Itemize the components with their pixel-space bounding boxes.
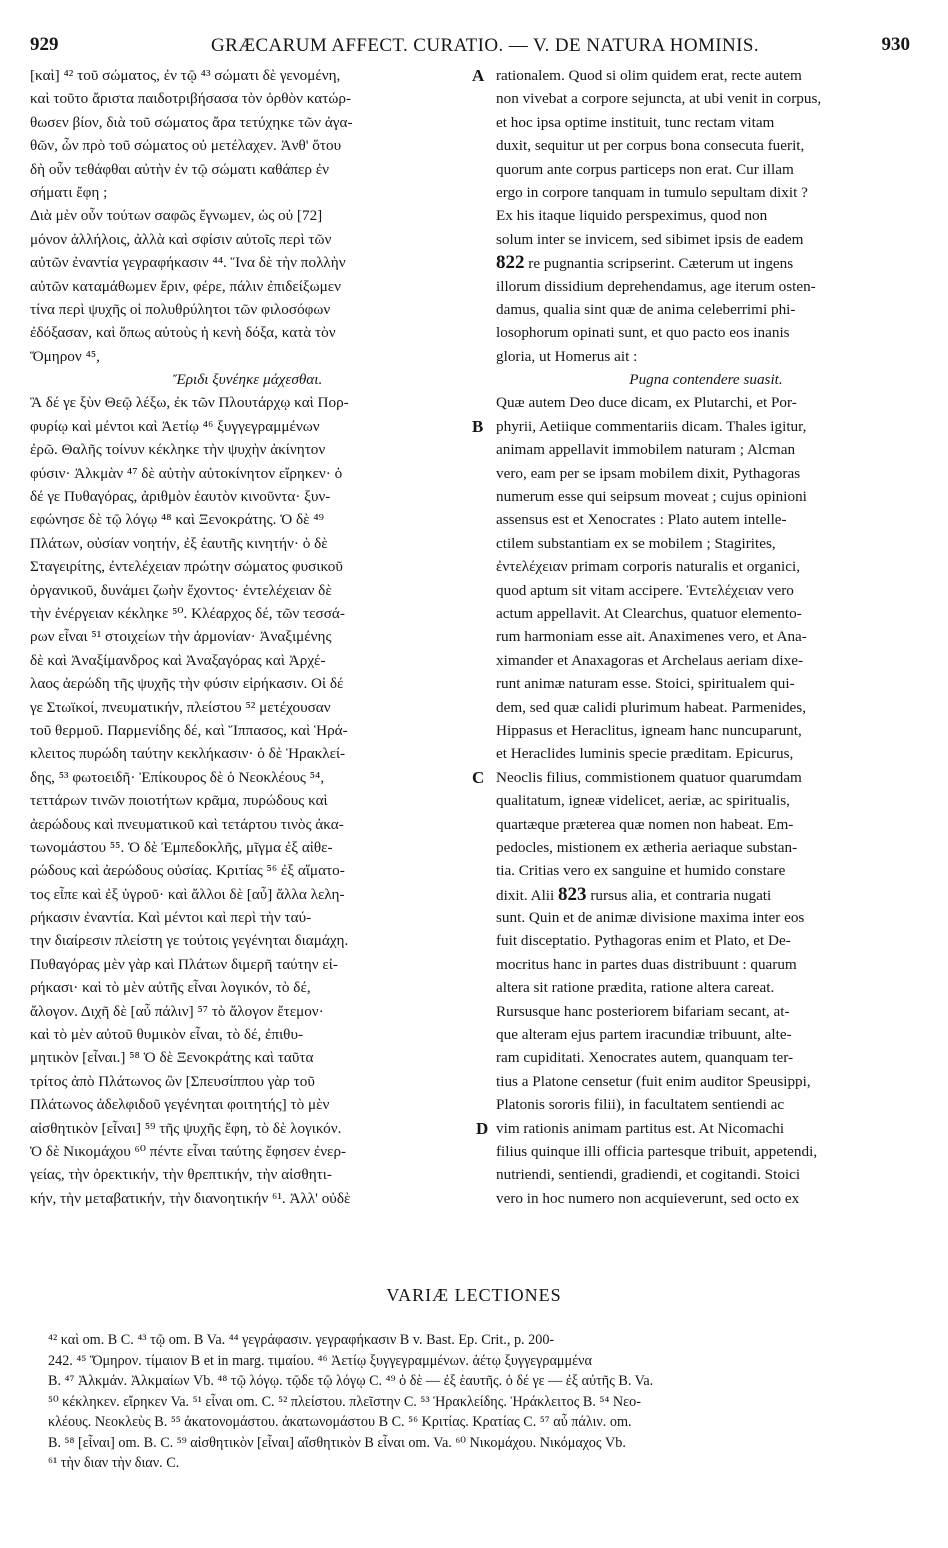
greek-text-line: θωσεν βίον, διὰ τοῦ σώματος ἄρα τετύχηκε τῶν ἀγα-	[30, 113, 353, 131]
page-number-left: 929	[30, 34, 59, 55]
greek-text-line: μητικὸν [εἶναι.] ⁵⁸ Ὁ δὲ Ξενοκράτης καὶ ταῦτα	[30, 1049, 314, 1067]
latin-text-line: duxit, sequitur ut per corpus bona consecuta fuerit,	[496, 137, 805, 155]
latin-text-line: Pugna contendere suasit.	[629, 371, 783, 389]
latin-text-line: Neoclis filius, commistionem quatuor quarumdam	[496, 768, 802, 786]
greek-text-line: τρίτος ἀπὸ Πλάτωνος ὢν [Σπευσίππου γὰρ τοῦ	[30, 1072, 315, 1090]
latin-text-line: ctilem substantiam ex se mobilem ; Stagirites,	[496, 534, 776, 552]
latin-text-line: illorum dissidium deprehendamus, age iterum osten-	[496, 277, 816, 295]
column-number-823: 823	[558, 883, 587, 905]
latin-text-line: losophorum opinati sunt, et quo pacto eos inanis	[496, 324, 790, 342]
greek-text-line: ὀργανικοῦ, δυνάμει ζωὴν ἔχοντος· ἐντελέχειαν δὲ	[30, 581, 332, 599]
greek-column	[30, 64, 465, 1210]
latin-text-line: numerum esse qui seipsum moveat ; cujus opinioni	[496, 488, 807, 506]
latin-text-line: phyrii, Aetiique commentariis dicam. Thales igitur,	[496, 417, 807, 435]
latin-text-line: nutriendi, sentiendi, gradiendi, et cogitandi. Stoici	[496, 1166, 801, 1184]
greek-text-line: Πυθαγόρας μὲν γὰρ καὶ Πλάτων διμερῆ ταύτην εἰ-	[30, 955, 338, 973]
latin-text-line: altera sit ratione prædita, ratione altera careat.	[496, 979, 775, 997]
greek-text-line: ρώδους καὶ ἀερώδους οὐσίας. Κριτίας ⁵⁶ ἐξ αἵματο-	[30, 862, 345, 880]
greek-text-line: ἐδόξασαν, καὶ ὅπως αὐτοὺς ἡ κενὴ δόξα, κατὰ τὸν	[30, 324, 336, 342]
variae-line: B. ⁴⁷ Ἀλκμάν. Ἀλκμαίων Vb. ⁴⁸ τῷ λόγῳ. τῷδε τῷ λόγῳ C. ⁴⁹ ὁ δὲ — ἐξ ἑαυτῆς. ὁ δέ γε — ἐξ αὐτῆς B. Va.	[48, 1373, 654, 1389]
greek-text-line: τὴν ἐνέργειαν κέκληκε ⁵⁰. Κλέαρχος δέ, τῶν τεσσά-	[30, 604, 345, 622]
latin-text-line: Quæ autem Deo duce dicam, ex Plutarchi, et Por-	[496, 394, 797, 412]
margin-letter-c: C	[472, 768, 485, 787]
latin-text-line: dem, sed quæ calidi plurimum habeat. Parmenides,	[496, 698, 807, 716]
greek-text-line: φυρίῳ καὶ μέντοι καὶ Ἀετίῳ ⁴⁶ ξυγγεγραμμένων	[30, 417, 320, 435]
latin-text-line: Rursusque hanc posteriorem bifariam secant, at-	[496, 1002, 790, 1020]
latin-text-line: animam appellavit immobilem naturam ; Alcman	[496, 441, 796, 459]
latin-text-line: sunt. Quin et de animæ divisione maxima inter eos	[496, 909, 805, 927]
greek-text-line: αἰσθητικὸν [εἶναι] ⁵⁹ τῆς ψυχῆς ἔφη, τὸ δὲ λογικόν.	[30, 1119, 342, 1137]
greek-text-line: καὶ τὸ μὲν αὐτοῦ θυμικὸν εἶναι, τὸ δέ, ἐπιθυ-	[30, 1026, 304, 1044]
greek-text-line: καὶ τοῦτο ἄριστα παιδοτριβήσασα τὸν ὀρθὸν κατώρ-	[30, 90, 351, 108]
greek-text-line: Διὰ μὲν οὖν τούτων σαφῶς ἔγνωμεν, ὡς οὐ [72]	[30, 207, 323, 225]
variae-lectiones-notes	[48, 1330, 918, 1474]
latin-text-line: qualitatum, igneæ videlicet, aeriæ, ac spiritualis,	[496, 792, 790, 810]
greek-text-line: Ἔριδι ξυνέηκε μάχεσθαι.	[172, 371, 323, 389]
latin-text-line: tius a Platone censetur (fuit enim auditor Speusippi,	[496, 1072, 811, 1090]
greek-text-line: γε Στωϊκοί, πνευματικήν, πλείστου ⁵² μετέχουσαν	[30, 698, 331, 716]
latin-text-line: tia. Critias vero ex sanguine et humido constare	[496, 862, 786, 880]
greek-text-line: Ὅμηρον ⁴⁵,	[30, 347, 100, 365]
latin-text-line: vero in hoc numero non acquieverunt, sed octo ex	[496, 1189, 800, 1207]
variae-line: κλέους. Νεοκλεὺς B. ⁵⁵ ἀκατονομάστου. ἀκατωνομάστου B C. ⁵⁶ Κριτίας. Κρατίας C. ⁵⁷ αὖ πάλιν. om.	[48, 1414, 632, 1430]
latin-text-line: ximander et Anaxagoras et Archelaus aeriam dixe-	[496, 651, 803, 669]
latin-text-line: vero, eam per se ipsam mobilem dixit, Pythagoras	[496, 464, 801, 482]
greek-text-line: φύσιν· Ἀλκμὰν ⁴⁷ δὲ αὐτὴν αὐτοκίνητον εἴρηκεν· ὁ	[30, 464, 343, 482]
greek-text-line: κλειτος πυρώδη ταύτην κεκλήκασιν· ὁ δὲ Ἡρακλεί-	[30, 745, 346, 763]
variae-line: ⁴² καὶ om. B C. ⁴³ τῷ om. B Va. ⁴⁴ γεγράφασιν. γεγραφήκασιν B v. Bast. Ep. Crit., p. 200-	[48, 1332, 555, 1348]
greek-text-line: τος εἶπε καὶ ἐξ ὑγροῦ· καὶ ἄλλοι δὲ [αὖ] ἄλλα λελη-	[30, 885, 345, 903]
greek-text-line: γείας, τὴν ὀρεκτικήν, τὴν θρεπτικήν, τὴν αἰσθητι-	[30, 1166, 332, 1184]
latin-text-line: et hoc ipsa optime instituit, tunc rectam vitam	[496, 113, 775, 131]
latin-text-line: ἐντελέχειαν primam corporis naturalis et organici,	[496, 558, 801, 576]
greek-text-line: δέ γε Πυθαγόρας, ἀριθμὸν ἑαυτὸν κινοῦντα· ξυν-	[30, 488, 331, 506]
variae-line: ⁶¹ τὴν διαν τὴν διαν. C.	[48, 1455, 180, 1471]
latin-text-line: assensus est et Xenocrates : Plato autem intelle-	[496, 511, 787, 529]
variae-line: B. ⁵⁸ [εἶναι] om. B. C. ⁵⁹ αἰσθητικὸν [εἶναι] αἴσθητικὸν B εἶναι om. Va. ⁶⁰ Νικομάχου. Νικόμαχος Vb.	[48, 1434, 626, 1451]
greek-text-line: αὐτῶν καταμάθωμεν ἔριν, φέρε, πάλιν ἐπιδείξωμεν	[30, 277, 341, 295]
variae-lectiones-title: VARIÆ LECTIONES	[386, 1285, 562, 1305]
latin-text-line: quod aptum sit vitam accipere. Ἐντελέχειαν vero	[496, 581, 794, 599]
margin-letter-d: D	[476, 1119, 489, 1138]
greek-text-line: ρήκασιν ἐναντία. Καὶ μέντοι καὶ περὶ τὴν ταύ-	[30, 909, 312, 927]
latin-text-line: non vivebat a corpore sejuncta, at ubi venit in corpus,	[496, 90, 822, 108]
greek-text-line: τεττάρων τινῶν ποιοτήτων κρᾶμα, πυρώδους καὶ	[30, 792, 328, 810]
greek-text-line: ἄλογον. Διχῆ δὲ [αὖ πάλιν] ⁵⁷ τὸ ἄλογον ἔτεμον·	[30, 1002, 324, 1020]
latin-text-line: que alteram ejus partem iracundiæ tribuunt, alte-	[496, 1026, 792, 1044]
running-header	[30, 34, 910, 62]
latin-text-line: ram cupiditati. Xenocrates autem, quanquam ter-	[496, 1049, 794, 1067]
latin-text-line: vim rationis animam partitus est. At Nicomachi	[496, 1119, 785, 1137]
page-number-right: 930	[881, 34, 910, 55]
running-title: GRÆCARUM AFFECT. CURATIO. — V. DE NATURA HOMINIS.	[211, 35, 759, 56]
latin-text-line: rationalem. Quod si olim quidem erat, recte autem	[496, 67, 802, 84]
latin-text-line: dixit. Alii 823 rursus alia, et contraria nugati	[496, 883, 772, 905]
greek-text-line: Πλάτωνος ἀδελφιδοῦ γεγένηται φοιτητής] τὸ μὲν	[30, 1096, 330, 1114]
latin-text-line: damus, qualia sint quæ de anima celeberrimi phi-	[496, 300, 796, 318]
variae-line: 242. ⁴⁵ Ὅμηρον. τίμαιον B et in marg. τιμαίου. ⁴⁶ Ἀετίῳ ξυγγεγραμμένων. ἀέτῳ ξυγγεγραμμένα	[48, 1352, 592, 1369]
greek-text-line: Ὁ δὲ Νικομάχου ⁶⁰ πέντε εἶναι ταύτης ἔφησεν ἐνερ-	[30, 1142, 347, 1160]
greek-text-line: Ἃ δέ γε ξὺν Θεῷ λέξω, ἐκ τῶν Πλουτάρχῳ καὶ Πορ-	[30, 394, 349, 412]
greek-text-line: δὲ καὶ Ἀναξίμανδρος καὶ Ἀναξαγόρας καὶ Ἀρχέ-	[30, 651, 326, 669]
greek-text-line: δὴ οὖν τεθάφθαι αὐτὴν ἐν τῷ σώματι καθάπερ ἐν	[30, 160, 330, 178]
latin-text-line: ergo in corpore tanquam in tumulo sepultam dixit ?	[496, 183, 808, 201]
greek-text-line: τίνα περὶ ψυχῆς οἱ πολυθρύλητοι τῶν φιλοσόφων	[30, 300, 331, 318]
greek-text-line: τοῦ θερμοῦ. Παρμενίδης δέ, καὶ Ἵππασος, καὶ Ἡρά-	[30, 721, 348, 739]
greek-text-line: θῶν, ὧν πρὸ τοῦ σώματος οὐ μετέλαχεν. Ἀνθ' ὅτου	[30, 137, 342, 155]
greek-text-line: ἐρῶ. Θαλῆς τοίνυν κέκληκε τὴν ψυχὴν ἀκίνητον	[30, 441, 326, 459]
greek-text-line: Σταγειρίτης, ἐντελέχειαν πρώτην σώματος φυσικοῦ	[30, 558, 343, 576]
margin-letter-b: B	[472, 417, 484, 436]
greek-text-line: λαος ἀερώδη τῆς ψυχῆς τὴν φύσιν εἰρήκασιν. Οἱ δέ	[30, 675, 344, 693]
greek-text-line: ρήκασι· καὶ τὸ μὲν αὐτῆς εἶναι λογικόν, τὸ δέ,	[30, 979, 311, 997]
latin-text-line: Platonis sororis filii), in facultatem sentiendi ac	[496, 1096, 785, 1114]
greek-text-line: την διαίρεσιν πλείστη γε τούτοις γεγένηται διαμάχη.	[30, 932, 349, 950]
latin-text-line: Ex his itaque liquido perspeximus, quod non	[496, 207, 768, 225]
greek-text-line: σήματι ἔφη ;	[30, 183, 108, 201]
latin-text-line: Hippasus et Heraclitus, igneam hanc nuncuparunt,	[496, 721, 802, 739]
latin-text-line: mocritus hanc in partes duas distribuunt : quarum	[496, 955, 797, 973]
greek-text-line: [καὶ] ⁴² τοῦ σώματος, ἐν τῷ ⁴³ σώματι δὲ γενομένη,	[30, 67, 341, 84]
latin-text-line: 822 re pugnantia scripserint. Cæterum ut ingens	[496, 252, 794, 274]
latin-text-line: actum appellavit. At Clearchus, quatuor elemento-	[496, 604, 802, 622]
latin-text-line: rum harmoniam esse ait. Anaximenes vero, et Ana-	[496, 628, 807, 646]
latin-text-line: solum inter se invicem, sed sibimet ipsis de eadem	[496, 230, 804, 248]
greek-text-line: αὐτῶν ἐναντία γεγραφήκασιν ⁴⁴. Ἵνα δὲ τὴν πολλὴν	[30, 254, 346, 272]
greek-text-line: εφώνησε δὲ τῷ λόγῳ ⁴⁸ καὶ Ξενοκράτης. Ὁ δὲ ⁴⁹	[30, 511, 324, 529]
latin-text-line: filius quinque illi officia partesque tribuit, appetendi,	[496, 1142, 818, 1160]
greek-text-line: δης, ⁵³ φωτοειδῆ· Ἐπίκουρος δὲ ὁ Νεοκλέους ⁵⁴,	[30, 768, 325, 786]
greek-text-line: μόνον ἀλλήλοις, ἀλλὰ καὶ σφίσιν αὐτοῖς περὶ τῶν	[30, 230, 332, 248]
column-number-822: 822	[496, 252, 525, 274]
latin-text-line: quartæque præterea quæ nomen non habeat. Em-	[496, 815, 794, 833]
latin-column	[496, 64, 916, 1210]
latin-text-line: gloria, ut Homerus ait :	[496, 347, 638, 365]
greek-text-line: Πλάτων, οὐσίαν νοητήν, ἐξ ἑαυτῆς κινητήν· ὁ δὲ	[30, 534, 328, 552]
latin-text-line: quorum ante corpus particeps non erat. Cur illam	[496, 160, 794, 178]
greek-text-line: τωνομάστου ⁵⁵. Ὁ δὲ Ἐμπεδοκλῆς, μῖγμα ἐξ αἰθε-	[30, 838, 333, 856]
margin-letter-a: A	[472, 66, 485, 85]
greek-text-line: ἀερώδους καὶ πνευματικοῦ καὶ τετάρτου τινὸς ἀκα-	[30, 815, 344, 833]
latin-text-line: fuit disceptatio. Pythagoras enim et Plato, et De-	[496, 932, 791, 950]
latin-text-line: runt animæ naturam esse. Stoici, spiritualem qui-	[496, 675, 795, 693]
greek-text-line: κήν, τὴν μεταβατικήν, τὴν διανοητικήν ⁶¹. Ἀλλ' οὐδὲ	[30, 1189, 351, 1207]
variae-line: ⁵⁰ κέκληκεν. εἴρηκεν Va. ⁵¹ εἶναι om. C. ⁵² πλείστου. πλεῖστην C. ⁵³ Ἡρακλείδης. Ἡράκλειτος B. ⁵⁴ Νεο-	[48, 1393, 641, 1410]
greek-text-line: ρων εἶναι ⁵¹ στοιχείων τὴν ἁρμονίαν· Ἀναξιμένης	[30, 628, 332, 646]
latin-text-line: et Heraclides luminis specie præditam. Epicurus,	[496, 745, 794, 763]
latin-text-line: pedocles, mistionem ex ætheria aeriaque substan-	[496, 838, 798, 856]
